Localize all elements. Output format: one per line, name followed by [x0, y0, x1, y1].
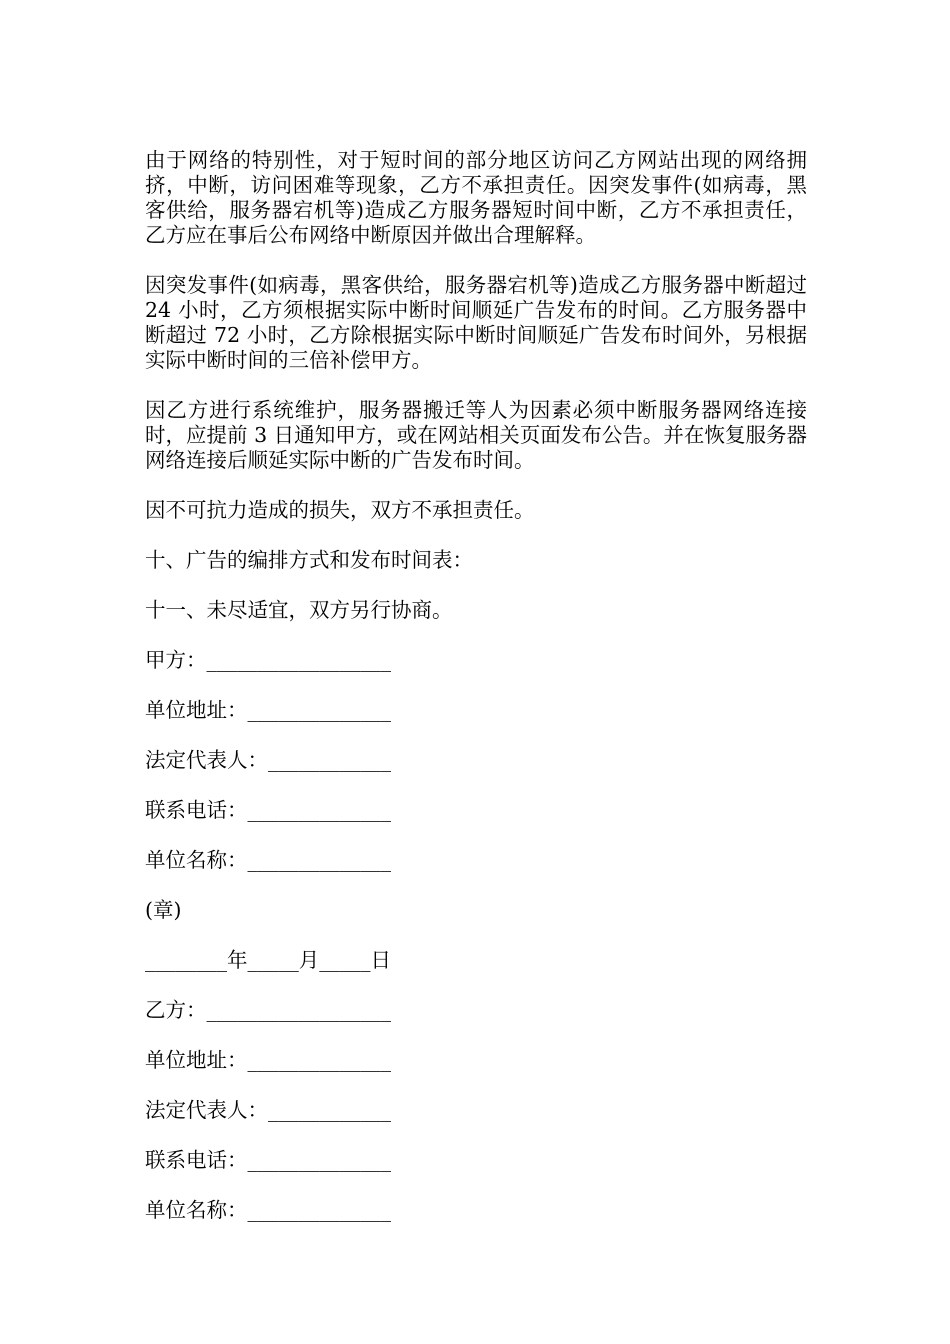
party-b-unit-name-field: 单位名称：______________ — [145, 1198, 391, 1222]
party-b-phone-field: 联系电话：______________ — [145, 1148, 391, 1172]
party-a-date-field: ________年_____月_____日 — [145, 948, 391, 972]
party-a-unit-name-field: 单位名称：______________ — [145, 848, 391, 872]
party-a-phone-field: 联系电话：______________ — [145, 798, 391, 822]
party-a-signature-block — [145, 648, 807, 973]
section-heading-other-matters: 十一、未尽适宜，双方另行协商。 — [145, 598, 453, 622]
party-b-signature-block — [145, 998, 807, 1223]
paragraph-network-interruption: 由于网络的特别性，对于短时间的部分地区访问乙方网站出现的网络拥挤，中断，访问困难等现象，乙方不承担责任。因突发事件(如病毒，黑客供给，服务器宕机等)造成乙方服务器短时间中断，乙方不承担责任，乙方应在事后公布网络中断原因并做出合理解释。 — [145, 148, 807, 247]
party-a-legal-rep-field: 法定代表人：____________ — [145, 748, 391, 772]
party-a-name-field: 甲方：__________________ — [145, 648, 391, 672]
paragraph-force-majeure: 因不可抗力造成的损失，双方不承担责任。 — [145, 498, 535, 522]
section-heading-ad-schedule: 十、广告的编排方式和发布时间表： — [145, 548, 473, 572]
party-b-address-field: 单位地址：______________ — [145, 1048, 391, 1072]
party-b-legal-rep-field: 法定代表人：____________ — [145, 1098, 391, 1122]
paragraph-system-maintenance: 因乙方进行系统维护，服务器搬迁等人为因素必须中断服务器网络连接时，应提前 3 日通知甲方，或在网站相关页面发布公告。并在恢复服务器网络连接后顺延实际中断的广告发布时间。 — [145, 398, 807, 472]
party-a-seal-label: (章) — [145, 898, 182, 922]
party-a-address-field: 单位地址：______________ — [145, 698, 391, 722]
paragraph-server-outage-compensation: 因突发事件(如病毒，黑客供给，服务器宕机等)造成乙方服务器中断超过 24 小时，乙方须根据实际中断时间顺延广告发布的时间。乙方服务器中断超过 72 小时，乙方除根据实际中断时间顺延广告发布时间外，另根据实际中断时间的三倍补偿甲方。 — [145, 273, 807, 372]
party-b-name-field: 乙方：__________________ — [145, 998, 391, 1022]
document-body — [145, 148, 807, 1223]
